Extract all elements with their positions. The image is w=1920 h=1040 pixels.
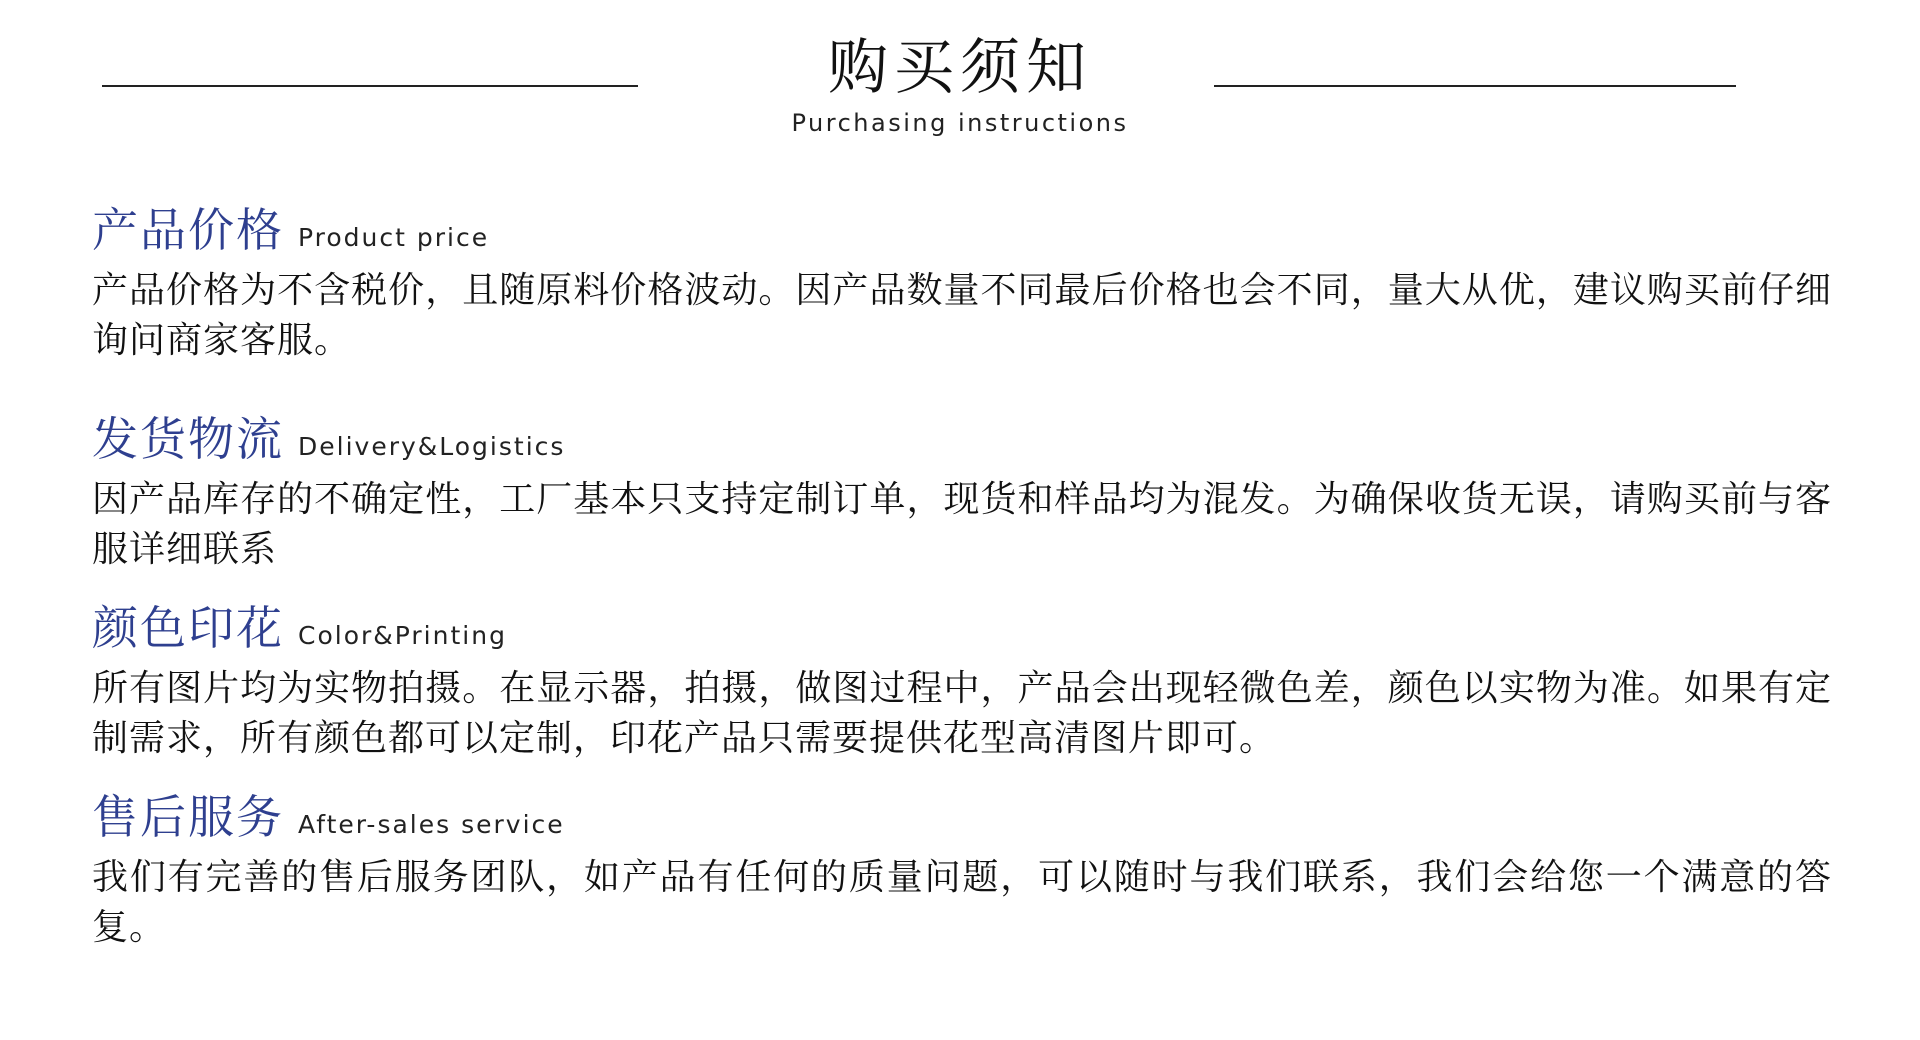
section-body: 所有图片均为实物拍摄。在显示器，拍摄，做图过程中，产品会出现轻微色差，颜色以实物为准。如果有定制需求，所有颜色都可以定制，印花产品只需要提供花型高清图片即可。 (92, 668, 1832, 759)
section-color-printing (92, 598, 1832, 764)
section-heading (92, 409, 1832, 469)
section-heading (92, 787, 1832, 847)
section-title-en: Product price (298, 223, 490, 252)
section-body: 因产品库存的不确定性，工厂基本只支持定制订单，现货和样品均为混发。为确保收货无误，请购买前与客服详细联系 (92, 479, 1832, 570)
section-product-price (92, 200, 1832, 366)
section-heading (92, 200, 1832, 260)
section-after-sales-service (92, 787, 1832, 953)
header-rule-right (1214, 85, 1736, 87)
section-title-cn: 发货物流 (92, 412, 284, 466)
section-title-en: Delivery&Logistics (298, 432, 566, 461)
section-body: 产品价格为不含税价，且随原料价格波动。因产品数量不同最后价格也会不同，量大从优，建议购买前仔细询问商家客服。 (92, 270, 1832, 361)
section-title-cn: 售后服务 (92, 790, 284, 844)
page-subtitle: Purchasing instructions (791, 109, 1129, 137)
section-delivery-logistics (92, 409, 1832, 575)
section-title-cn: 颜色印花 (92, 601, 284, 655)
page-header (0, 0, 1920, 150)
section-body: 我们有完善的售后服务团队，如产品有任何的质量问题，可以随时与我们联系，我们会给您一个满意的答复。 (92, 857, 1832, 948)
section-title-en: After-sales service (298, 810, 565, 839)
section-heading (92, 598, 1832, 658)
section-title-en: Color&Printing (298, 621, 507, 650)
section-title-cn: 产品价格 (92, 203, 284, 257)
page-title: 购买须知 (828, 33, 1092, 103)
